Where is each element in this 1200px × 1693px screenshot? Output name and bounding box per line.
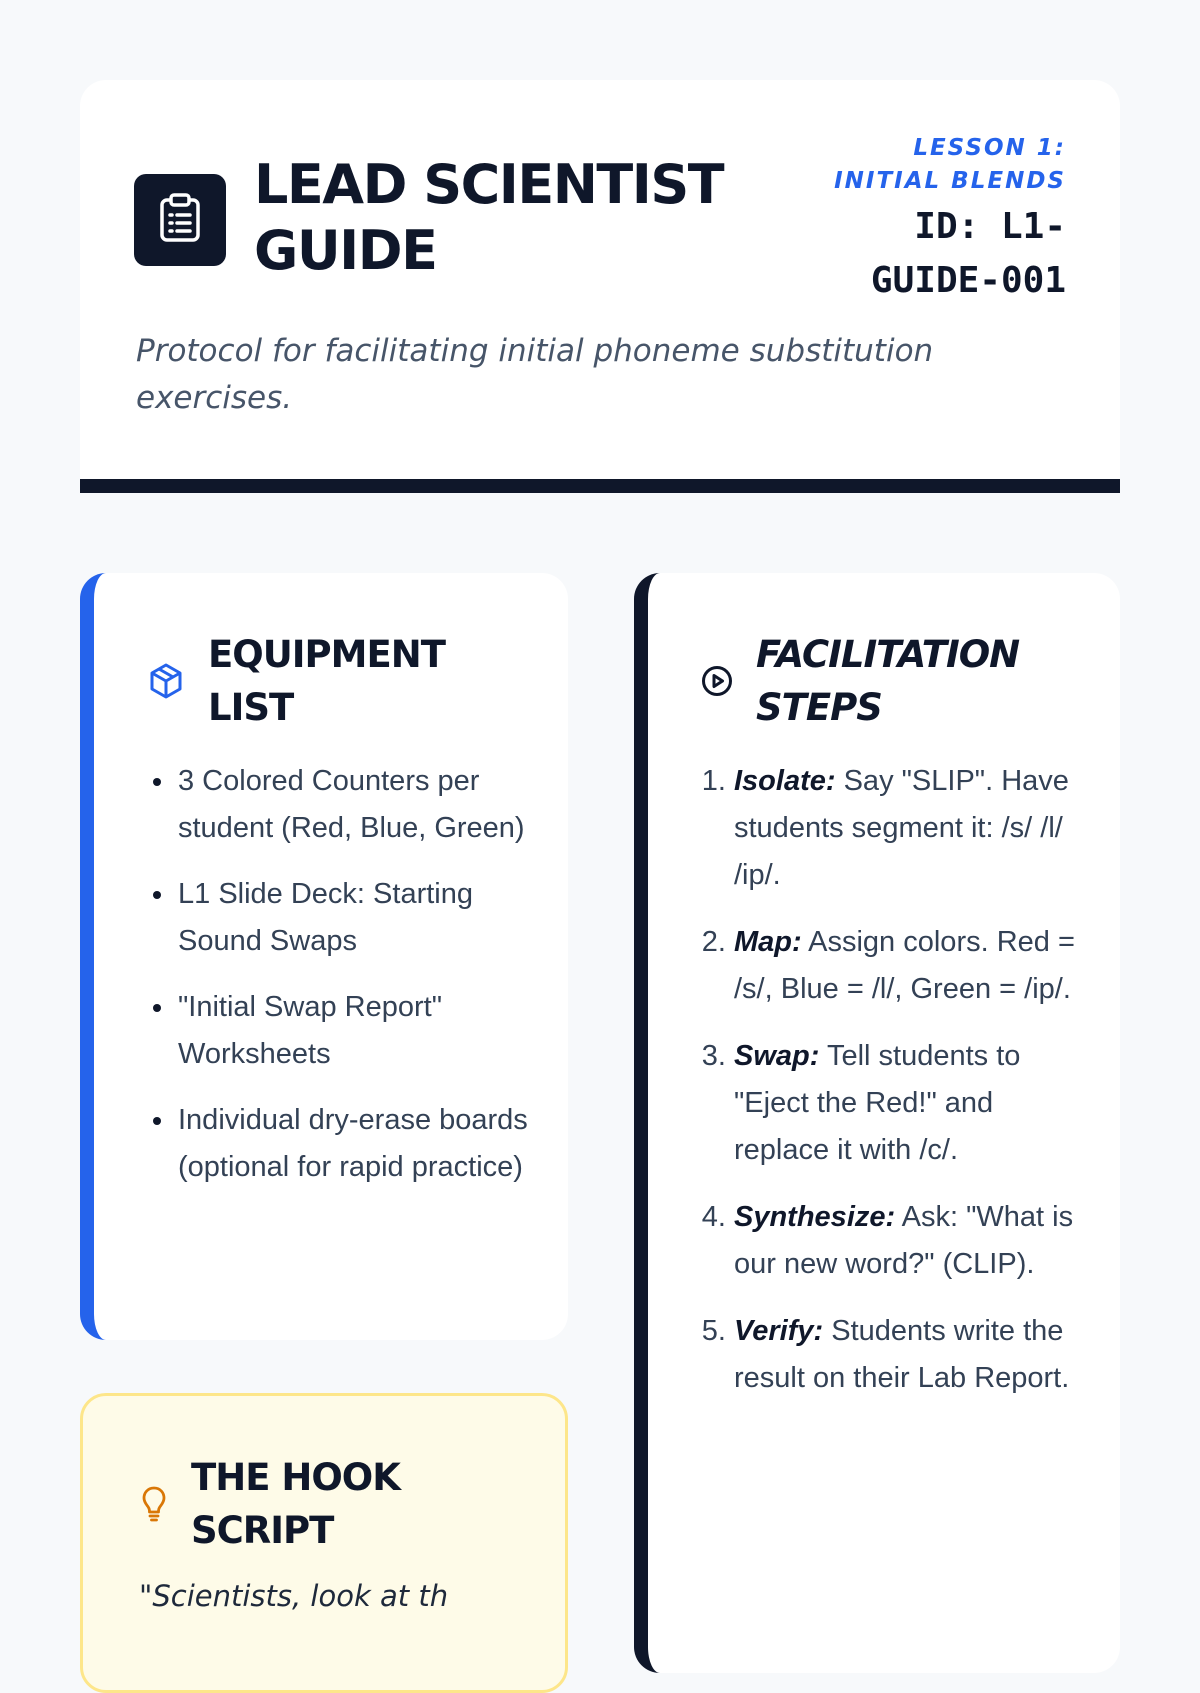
step-term: Isolate: <box>734 765 836 797</box>
list-item: • Individual dry-erase boards (optional for rapid practice) <box>176 1097 536 1191</box>
step-item <box>734 758 1094 899</box>
steps-list <box>698 758 1094 1422</box>
step-term: Swap: <box>734 1040 820 1072</box>
lightbulb-icon <box>139 1485 169 1523</box>
facilitation-header <box>700 628 1056 734</box>
step-text: Tell students to "Eject the Red!" and replace it with /c/. <box>734 1040 1021 1166</box>
hook-title: THE HOOK SCRIPT <box>191 1456 400 1552</box>
equipment-list <box>146 758 536 1210</box>
list-item: • L1 Slide Deck: Starting Sound Swaps <box>176 871 536 965</box>
step-item <box>734 1194 1094 1288</box>
lesson-label: LESSON 1: INITIAL BLENDS <box>834 135 1066 194</box>
equipment-header <box>146 628 468 734</box>
step-term: Map: <box>734 926 802 958</box>
play-circle-icon <box>700 665 734 697</box>
document-id: ID: L1-GUIDE-001 <box>870 206 1066 301</box>
step-text: Students write the result on their Lab Report. <box>734 1315 1070 1394</box>
hook-card <box>80 1393 568 1693</box>
box-icon <box>146 662 186 700</box>
step-item <box>734 919 1094 1013</box>
list-item: • "Initial Swap Report" Worksheets <box>176 984 536 1078</box>
step-text: Say "SLIP". Have students segment it: /s/ /l/ /ip/. <box>734 765 1069 891</box>
step-text: Assign colors. Red = /s/, Blue = /l/, Green = /ip/. <box>734 926 1075 1005</box>
step-term: Synthesize: <box>734 1201 896 1233</box>
step-term: Verify: <box>734 1315 824 1347</box>
list-item: • 3 Colored Counters per student (Red, Blue, Green) <box>176 758 536 852</box>
hook-header <box>139 1451 451 1557</box>
page-title: LEAD SCIENTIST GUIDE <box>254 153 724 282</box>
step-item <box>734 1033 1094 1174</box>
step-text: Ask: "What is our new word?" (CLIP). <box>734 1201 1074 1280</box>
equipment-card <box>80 573 568 1340</box>
equipment-title: EQUIPMENT LIST <box>208 633 445 729</box>
facilitation-card <box>634 573 1120 1673</box>
hook-script-text: "Scientists, look at th <box>139 1579 449 1613</box>
step-item <box>734 1308 1094 1402</box>
logo <box>134 174 226 266</box>
clipboard-list-icon <box>158 193 202 248</box>
guide-header <box>80 80 1120 493</box>
page-subtitle: Protocol for facilitating initial phoneme substitution exercises. <box>136 333 934 416</box>
facilitation-title: FACILITATION STEPS <box>756 633 1020 729</box>
